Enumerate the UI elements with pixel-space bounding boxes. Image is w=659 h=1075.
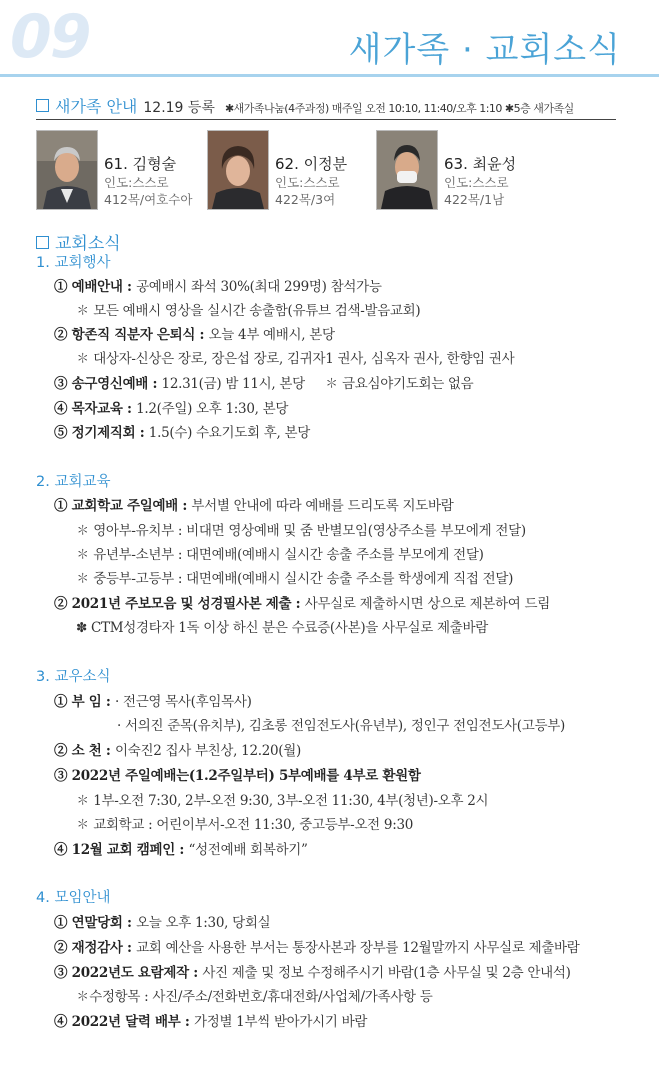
member-guide: 인도:스스로 (104, 175, 169, 190)
title-divider (0, 74, 659, 77)
member-district: 422목/3여 (275, 192, 336, 207)
item-label: ② 항존직 직분자 은퇴식 : (54, 327, 209, 343)
item-label: ④ 2022년 달력 배부 : (54, 1014, 194, 1030)
new-family-divider (36, 119, 616, 120)
item-label: ④ 목자교육 : (54, 401, 137, 417)
member-name: 61. 김형술 (104, 155, 177, 173)
item-label: ⑤ 정기제직회 : (54, 425, 149, 441)
item-label: ② 2021년 주보모음 및 성경필사본 제출 : (54, 596, 305, 612)
section-title-church-education: 2. 교회교육 (36, 474, 111, 490)
item-text: 가정별 1부씩 받아가시기 바람 (193, 1014, 368, 1030)
member-district: 412목/여호수아 (104, 192, 193, 207)
news-item (54, 372, 473, 392)
news-item (54, 494, 453, 514)
news-subitem: ✽ CTM성경타자 1독 이상 하신 분은 수료증(사본)을 사무실로 제출바람 (76, 620, 488, 636)
news-item (54, 838, 308, 858)
item-text: 교회 예산을 사용한 부서는 통장사본과 장부를 12월말까지 사무실로 제출바람 (136, 940, 580, 956)
item-text: “성전예배 회복하기” (188, 842, 308, 858)
news-subitem: ✽ 유년부-소년부 : 대면예배(예배시 실시간 송출 주소를 부모에게 전달) (76, 547, 484, 563)
news-subitem: ✽ 대상자-신상은 장로, 장은섭 장로, 김귀자1 권사, 심옥자 권사, 한향임 권사 (76, 351, 515, 367)
member-photo (376, 130, 438, 210)
square-bullet-icon (36, 236, 49, 249)
section-title-church-events: 1. 교회행사 (36, 255, 111, 271)
member-guide: 인도:스스로 (444, 175, 509, 190)
news-subitem: ✽ 모든 예배시 영상을 실시간 송출함(유튜브 검색-발음교회) (76, 303, 421, 319)
item-label: ① 부 임 : (54, 694, 115, 710)
news-item (54, 936, 580, 956)
news-subitem: ✽수정항목 : 사진/주소/전화번호/휴대전화/사업체/가족사항 등 (76, 989, 433, 1005)
news-item (54, 961, 571, 981)
news-subitem: ✽ 영아부-유치부 : 비대면 영상예배 및 줌 반별모임(영상주소를 부모에게 전달) (76, 523, 526, 539)
item-text: 부서별 안내에 따라 예배를 드리도록 지도바람 (191, 498, 454, 514)
member-info (104, 154, 192, 208)
news-item (54, 764, 421, 784)
item-label: ① 연말당회 : (54, 915, 137, 931)
item-text: 사무실로 제출하시면 상으로 제본하여 드림 (304, 596, 551, 612)
item-text: 12.31(금) 밤 11시, 본당 ✽ 금요심야기도회는 없음 (161, 376, 474, 392)
item-label: ③ 송구영신예배 : (54, 376, 162, 392)
item-text: 이숙진2 집사 부친상, 12.20(월) (114, 743, 301, 759)
page-title: 새가족 · 교회소식 (348, 30, 621, 70)
page-number: 09 (10, 2, 90, 72)
item-text: 1.2(주일) 오후 1:30, 본당 (136, 401, 289, 417)
news-item (54, 275, 382, 295)
item-label: ① 예배안내 : (54, 279, 137, 295)
news-item (54, 323, 335, 343)
item-label: ② 소 천 : (54, 743, 115, 759)
news-subitem: ✽ 중등부-고등부 : 대면예배(예배시 실시간 송출 주소를 학생에게 직접 전달) (76, 571, 514, 587)
member-guide: 인도:스스로 (275, 175, 340, 190)
item-text: · 전근영 목사(후임목사) (114, 694, 252, 710)
news-item (54, 911, 270, 931)
news-item (54, 421, 310, 441)
item-label: ③ 2022년 주일예배는(1.2주일부터) 5부예배를 4부로 환원함 (54, 768, 421, 784)
item-label: ② 재정감사 : (54, 940, 137, 956)
new-family-heading (36, 94, 574, 117)
news-item (54, 739, 301, 759)
item-label: ③ 2022년도 요람제작 : (54, 965, 203, 981)
member-name: 63. 최윤성 (444, 155, 517, 173)
item-text: 사진 제출 및 정보 수정해주시기 바람(1층 사무실 및 2층 안내석) (202, 965, 571, 981)
news-item (54, 690, 252, 710)
news-item (54, 592, 550, 612)
item-text: 공예배시 좌석 30%(최대 299명) 참석가능 (136, 279, 382, 295)
section-title-member-news: 3. 교우소식 (36, 669, 111, 685)
square-bullet-icon (36, 99, 49, 112)
member-name: 62. 이정분 (275, 155, 348, 173)
registration-date: 12.19 등록 (143, 100, 215, 116)
church-news-heading-text: 교회소식 (55, 234, 121, 254)
news-item (54, 1010, 367, 1030)
new-family-heading-text: 새가족 안내 (55, 97, 138, 116)
member-info (275, 154, 347, 208)
member-info (444, 154, 516, 208)
new-family-note: ✱새가족나눔(4주과정) 매주일 오전 10:10, 11:40/오후 1:10 ✱5층 새가족실 (224, 102, 574, 115)
news-subitem: · 서의진 준목(유치부), 김초롱 전임전도사(유년부), 정인구 전임전도사(고등부) (117, 718, 565, 734)
item-label: ④ 12월 교회 캠페인 : (54, 842, 189, 858)
item-text: 오늘 오후 1:30, 당회실 (136, 915, 271, 931)
news-subitem: ✽ 1부-오전 7:30, 2부-오전 9:30, 3부-오전 11:30, 4부(청년)-오후 2시 (76, 793, 489, 809)
news-subitem: ✽ 교회학교 : 어린이부서-오전 11:30, 중고등부-오전 9:30 (76, 817, 414, 833)
item-label: ① 교회학교 주일예배 : (54, 498, 192, 514)
member-photo (207, 130, 269, 210)
member-district: 422목/1남 (444, 192, 505, 207)
news-item (54, 397, 288, 417)
section-title-meetings: 4. 모임안내 (36, 890, 111, 906)
member-photo (36, 130, 98, 210)
item-text: 1.5(수) 수요기도회 후, 본당 (148, 425, 310, 441)
item-text: 오늘 4부 예배시, 본당 (208, 327, 335, 343)
